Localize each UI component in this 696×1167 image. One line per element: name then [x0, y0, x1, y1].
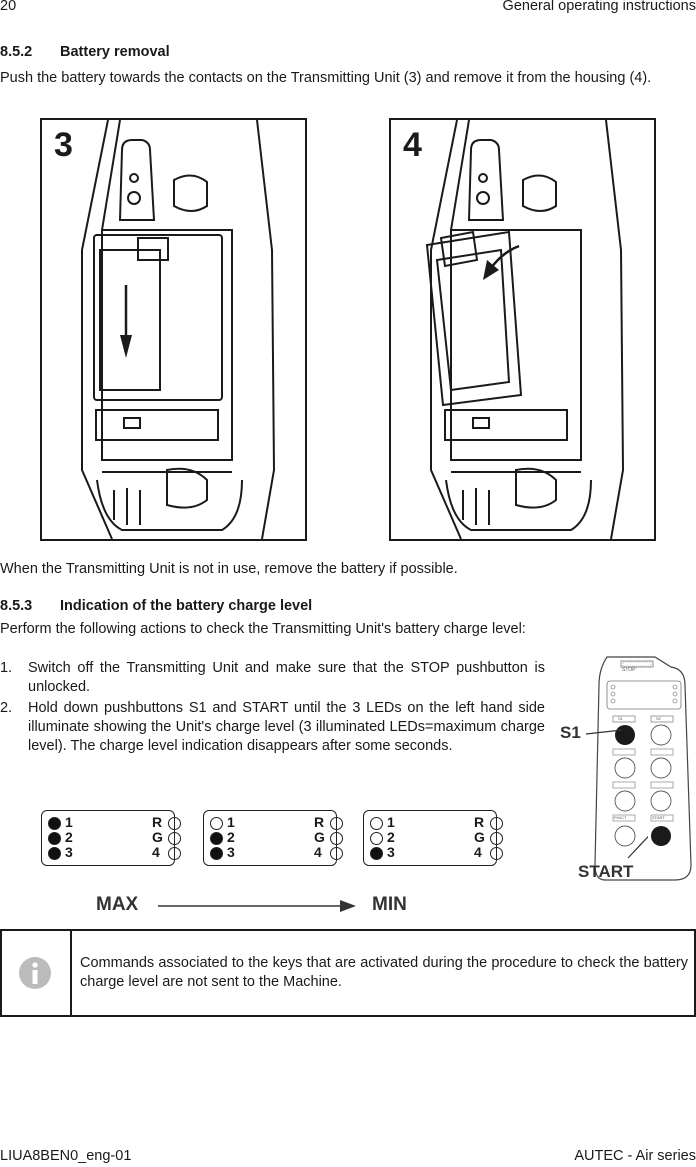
led-label: R	[152, 814, 163, 830]
led-panel-mid	[203, 810, 337, 866]
transmitter-battery-illustration	[42, 120, 305, 539]
page-number: 20	[0, 0, 17, 14]
section-number-853: 8.5.3	[0, 598, 33, 614]
led-label: 1	[65, 814, 73, 830]
figure-battery-push	[40, 118, 307, 541]
figure-label-4: 4	[403, 126, 422, 164]
led-4	[330, 847, 343, 860]
running-header: General operating instructions	[502, 0, 696, 14]
led-label: 3	[387, 844, 395, 860]
section-number-852: 8.5.2	[0, 44, 33, 60]
section-title-852: Battery removal	[60, 44, 170, 60]
list-item	[0, 659, 545, 699]
info-icon	[17, 955, 53, 991]
led-label: 4	[314, 844, 322, 860]
scale-max-label: MAX	[96, 894, 139, 915]
battery-storage-note: When the Transmitting Unit is not in use, remove the battery if possible.	[0, 561, 458, 577]
led-2	[370, 832, 383, 845]
scale-arrow	[158, 896, 358, 916]
led-label: 2	[65, 829, 73, 845]
led-label: 2	[227, 829, 235, 845]
callout-lines	[578, 720, 648, 870]
led-2	[48, 832, 61, 845]
led-label: G	[474, 829, 485, 845]
led-label: G	[152, 829, 163, 845]
callout-s1: S1	[560, 723, 581, 742]
led-label: 1	[227, 814, 235, 830]
led-3	[48, 847, 61, 860]
led-3	[210, 847, 223, 860]
led-1	[48, 817, 61, 830]
remote-stop-label: STOP	[622, 667, 636, 673]
led-g	[168, 832, 181, 845]
led-1	[370, 817, 383, 830]
footer-company: AUTEC - Air series	[574, 1148, 696, 1164]
figure-label-3: 3	[54, 126, 73, 164]
led-panel-max	[41, 810, 175, 866]
led-3	[370, 847, 383, 860]
transmitter-open-illustration	[391, 120, 654, 539]
led-label: R	[314, 814, 325, 830]
led-r	[330, 817, 343, 830]
led-label: G	[314, 829, 325, 845]
list-item-number: 2.	[0, 700, 13, 716]
note-divider	[70, 931, 72, 1015]
scale-min-label: MIN	[372, 894, 407, 915]
led-4	[490, 847, 503, 860]
section-intro-853: Perform the following actions to check the Transmitting Unit's battery charge level:	[0, 621, 526, 637]
led-label: 2	[387, 829, 395, 845]
led-4	[168, 847, 181, 860]
list-item	[0, 699, 545, 779]
info-note	[0, 929, 696, 1017]
remote-button-label-pinct: P.INCT	[614, 815, 627, 820]
section-body-852: Push the battery towards the contacts on the Transmitting Unit (3) and remove it from the housing (4).	[0, 70, 652, 86]
led-label: 3	[227, 844, 235, 860]
led-r	[168, 817, 181, 830]
figure-battery-remove	[389, 118, 656, 541]
led-panel-min	[363, 810, 497, 866]
note-text: Commands associated to the keys that are activated during the procedure to check the battery charge level are not sent to the Machine.	[80, 955, 688, 990]
remote-button-label-s1: S1	[618, 716, 623, 721]
led-g	[490, 832, 503, 845]
led-label: 1	[387, 814, 395, 830]
led-2	[210, 832, 223, 845]
list-item-number: 1.	[0, 660, 13, 676]
remote-button-label-start: START	[652, 815, 665, 820]
led-r	[490, 817, 503, 830]
list-item-text: Switch off the Transmitting Unit and make sure that the STOP pushbutton is unlocked.	[28, 660, 545, 695]
led-label: R	[474, 814, 485, 830]
remote-button-label-s2: S2	[656, 716, 661, 721]
led-label: 4	[152, 844, 160, 860]
list-item-text: Hold down pushbuttons S1 and START until the 3 LEDs on the left hand side illuminate showing the Unit's charge level (3 illuminated LEDs=maximum charge level). The charge level indication disappears after some seconds.	[28, 700, 545, 754]
led-g	[330, 832, 343, 845]
led-1	[210, 817, 223, 830]
led-label: 3	[65, 844, 73, 860]
callout-start: START	[578, 862, 634, 881]
footer-doc-code: LIUA8BEN0_eng-01	[0, 1148, 132, 1164]
led-label: 4	[474, 844, 482, 860]
section-title-853: Indication of the battery charge level	[60, 598, 313, 614]
